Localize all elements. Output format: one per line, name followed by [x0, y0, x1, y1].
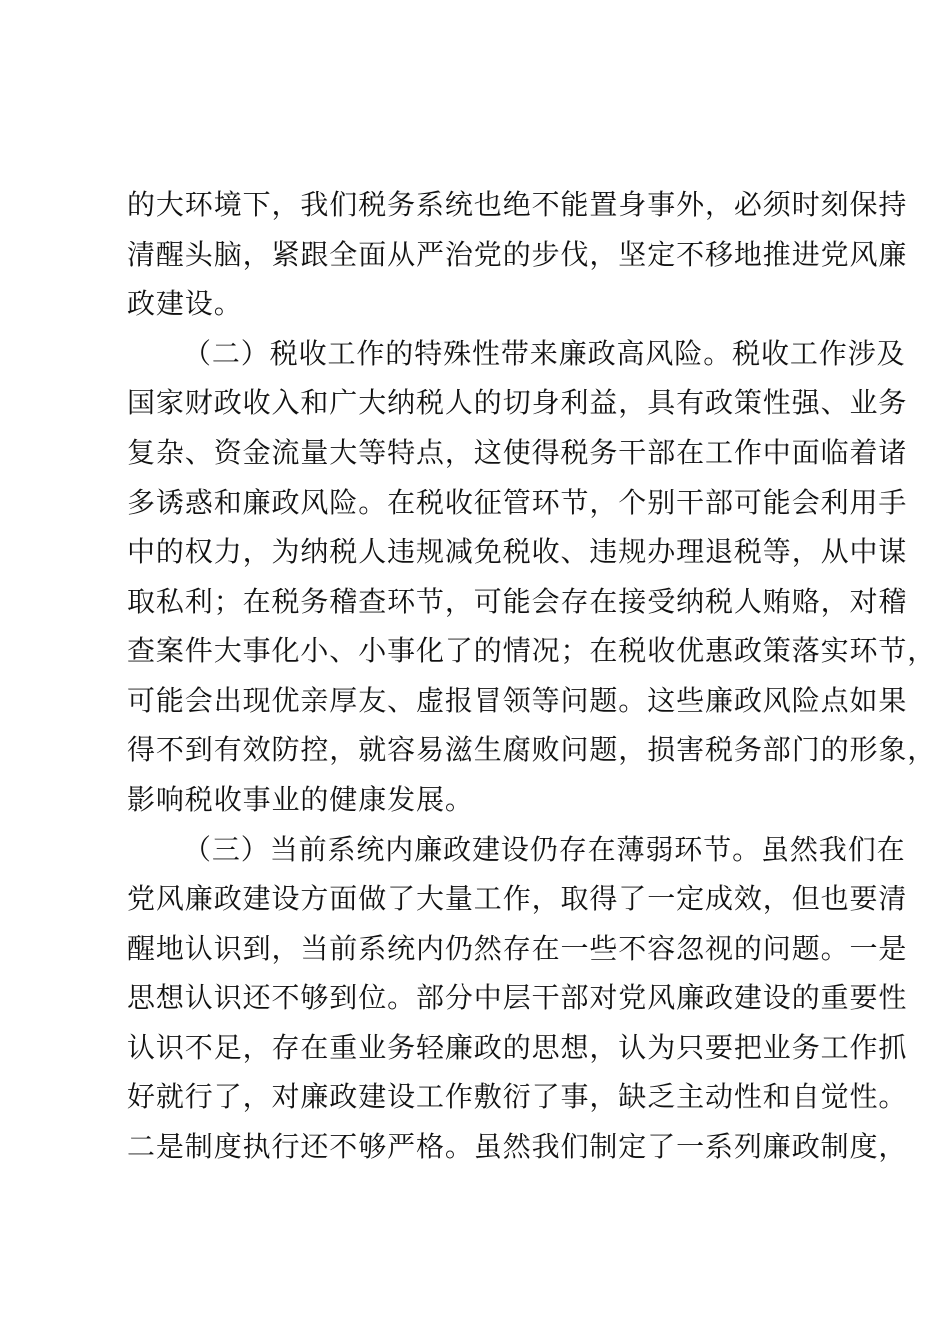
paragraph-heading-line: （三）当前系统内廉政建设仍存在薄弱环节。虽然我们在: [183, 833, 906, 866]
text-line: 认识不足，存在重业务轻廉政的思想，认为只要把业务工作抓: [127, 1031, 908, 1064]
text-line: 党风廉政建设方面做了大量工作，取得了一定成效，但也要清: [127, 882, 908, 915]
text-line: 国家财政收入和广大纳税人的切身利益，具有政策性强、业务: [127, 386, 908, 419]
text-line: 二是制度执行还不够严格。虽然我们制定了一系列廉政制度，: [127, 1130, 908, 1163]
text-line: 醒地认识到，当前系统内仍然存在一些不容忽视的问题。一是: [127, 932, 908, 965]
text-line: 中的权力，为纳税人违规减免税收、违规办理退税等，从中谋: [127, 535, 908, 568]
text-line: 复杂、资金流量大等特点，这使得税务干部在工作中面临着诸: [127, 436, 908, 469]
text-line: 清醒头脑，紧跟全面从严治党的步伐，坚定不移地推进党风廉: [127, 238, 908, 271]
paragraph-heading-line: （二）税收工作的特殊性带来廉政高风险。税收工作涉及: [183, 337, 906, 370]
text-line: 思想认识还不够到位。部分中层干部对党风廉政建设的重要性: [127, 981, 908, 1014]
text-line: 影响税收事业的健康发展。: [127, 783, 474, 816]
text-line: 的大环境下，我们税务系统也绝不能置身事外，必须时刻保持: [127, 188, 908, 221]
text-line: 可能会出现优亲厚友、虚报冒领等问题。这些廉政风险点如果: [127, 684, 908, 717]
text-line: 查案件大事化小、小事化了的情况；在税收优惠政策落实环节，: [127, 634, 937, 667]
text-line: 政建设。: [127, 287, 243, 320]
text-line: 得不到有效防控，就容易滋生腐败问题，损害税务部门的形象，: [127, 733, 937, 766]
text-line: 取私利；在税务稽查环节，可能会存在接受纳税人贿赂，对稽: [127, 585, 908, 618]
text-line: 好就行了，对廉政建设工作敷衍了事，缺乏主动性和自觉性。: [127, 1080, 908, 1113]
text-line: 多诱惑和廉政风险。在税收征管环节，个别干部可能会利用手: [127, 486, 908, 519]
